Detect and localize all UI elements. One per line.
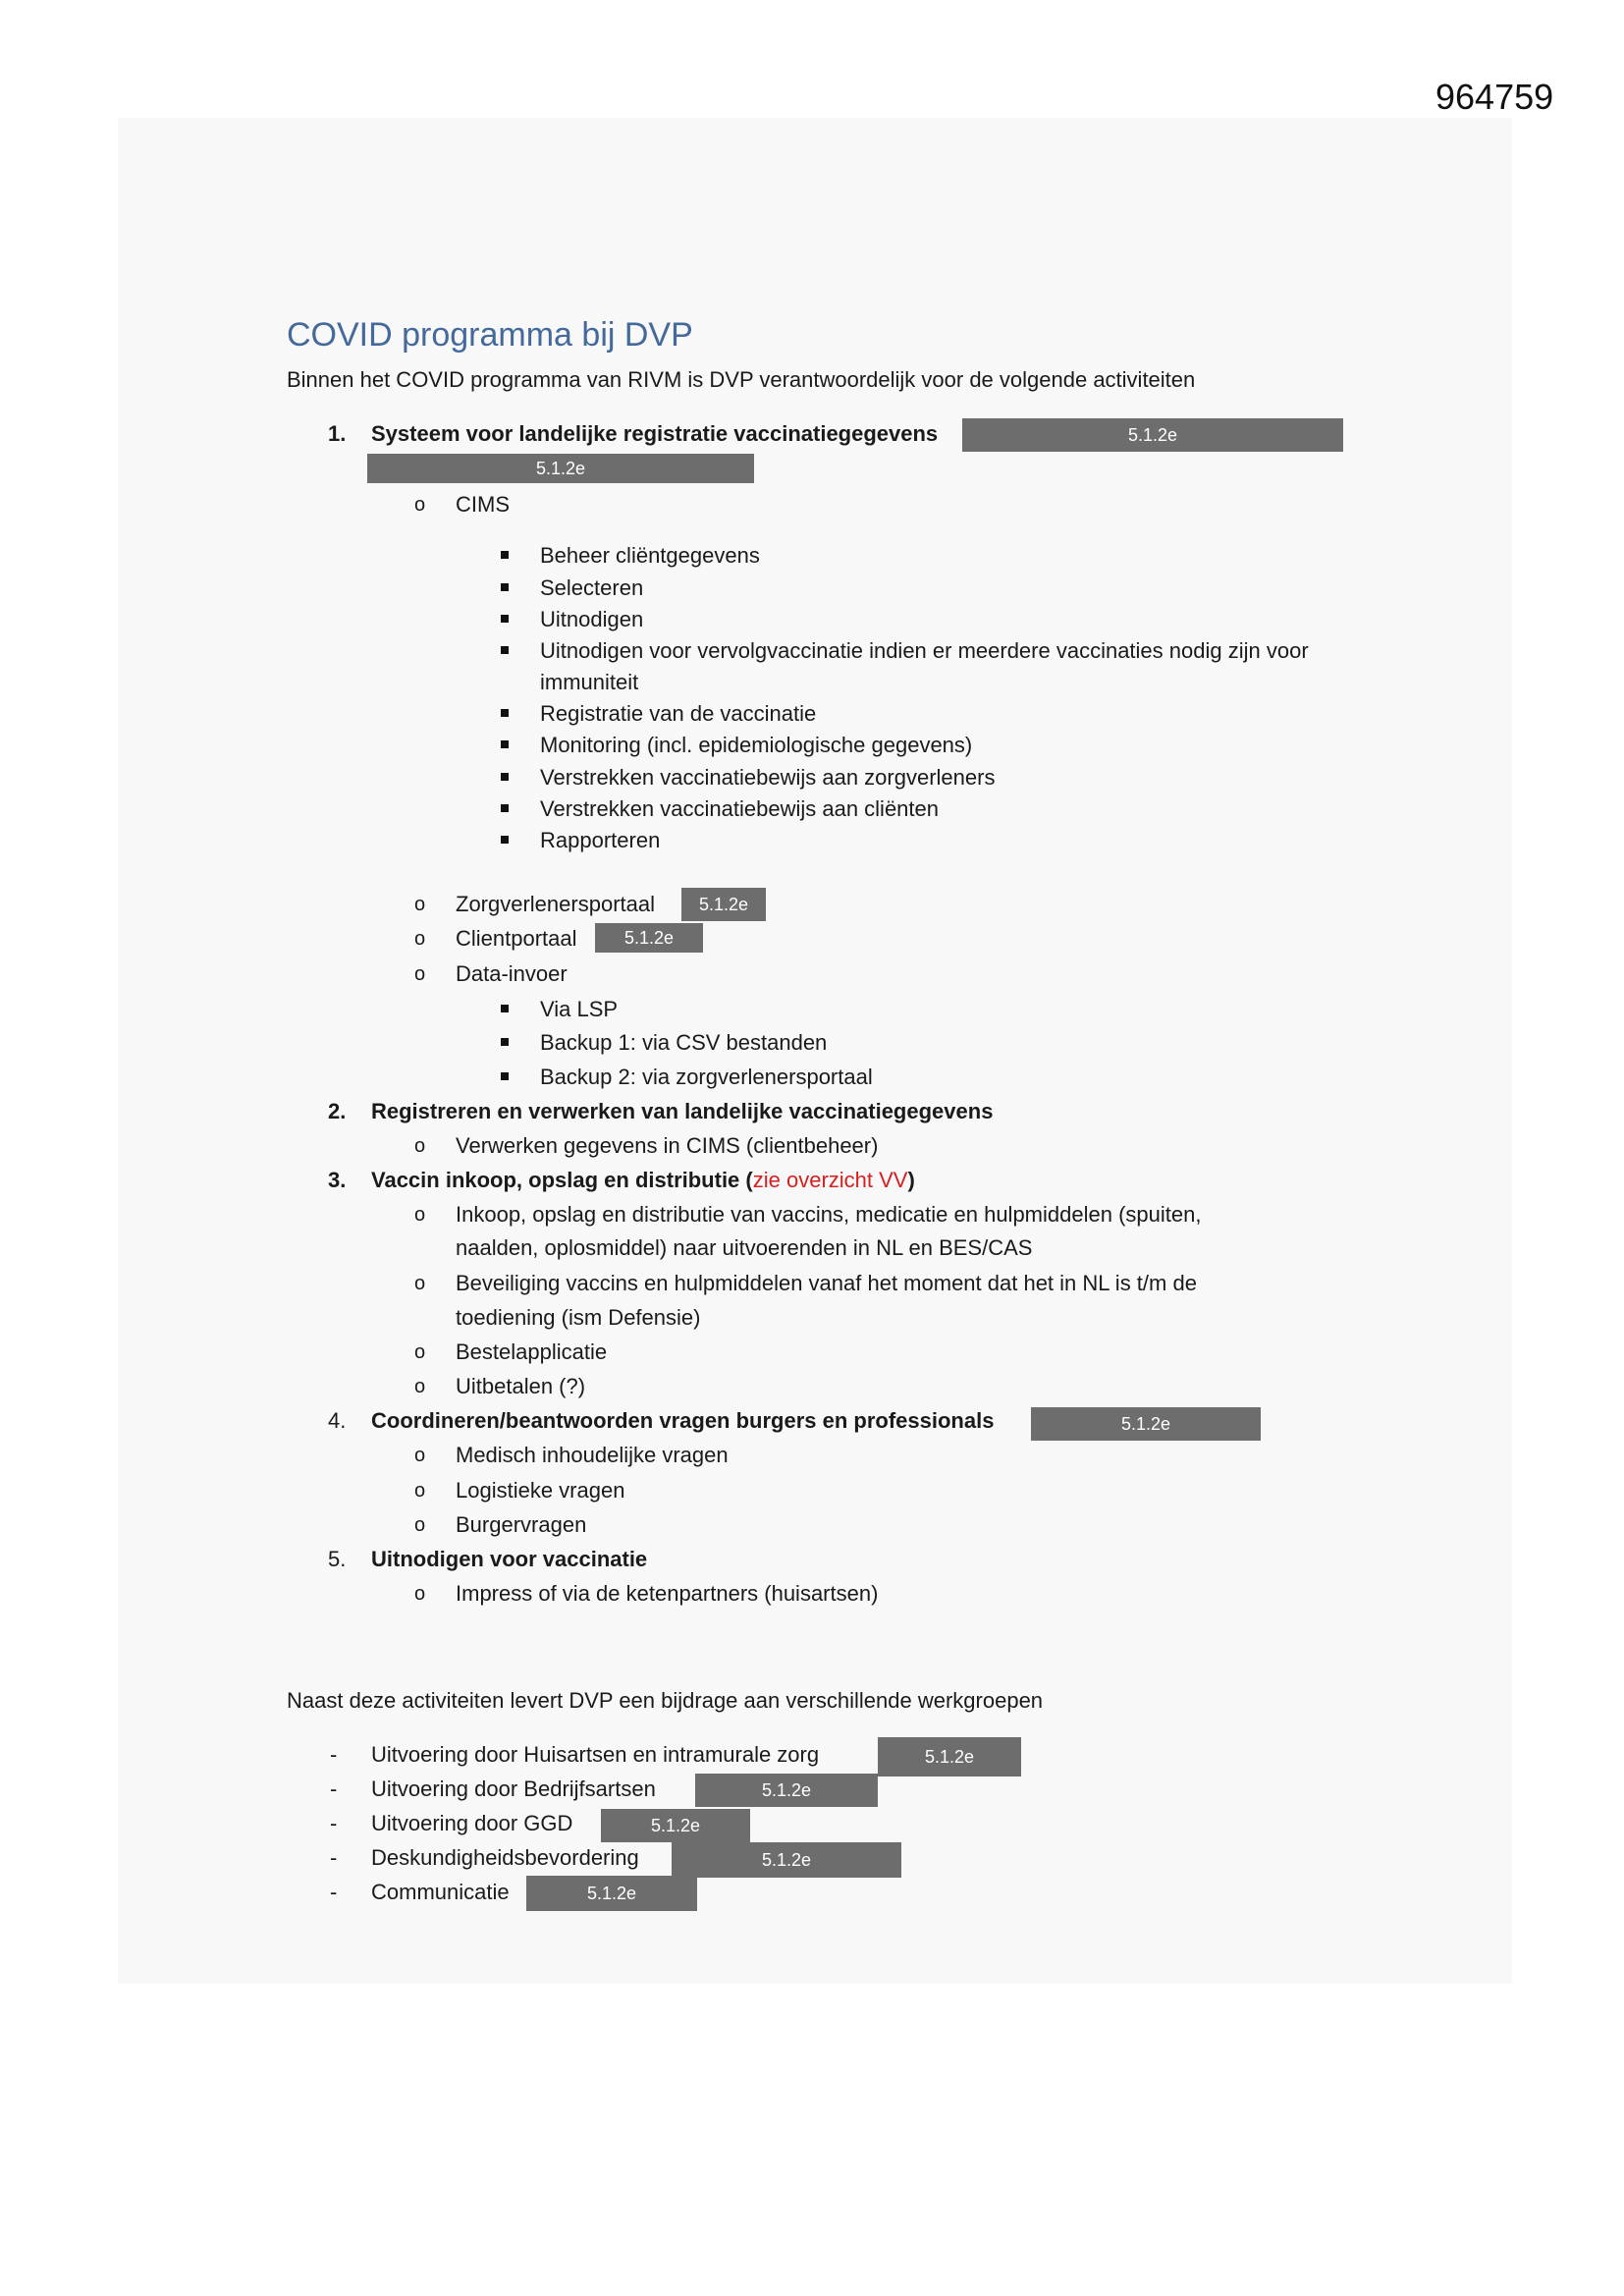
redaction-block: 5.1.2e <box>1031 1407 1261 1441</box>
square-bullet-icon <box>501 646 509 654</box>
sub-item: Logistieke vragen <box>456 1478 625 1503</box>
circle-bullet-icon: o <box>414 1273 426 1294</box>
circle-bullet-icon: o <box>414 1445 426 1466</box>
list-item: Uitnodigen <box>540 607 644 631</box>
square-bullet-icon <box>501 615 509 623</box>
redaction-block: 5.1.2e <box>695 1774 878 1807</box>
square-bullet-icon <box>501 836 509 844</box>
redaction-block: 5.1.2e <box>962 418 1343 452</box>
sub-item: CIMS <box>456 492 510 517</box>
overview-link[interactable]: zie overzicht VV <box>752 1168 908 1192</box>
list-item: Verstrekken vaccinatiebewijs aan zorgverleners <box>540 765 996 790</box>
sub-item-continuation: naalden, oplosmiddel) naar uitvoerenden in NL en BES/CAS <box>456 1235 1033 1260</box>
werkgroepen-intro: Naast deze activiteiten levert DVP een bijdrage aan verschillende werkgroepen <box>287 1688 1044 1713</box>
werkgroep-item: Uitvoering door Bedrijfsartsen <box>371 1777 656 1801</box>
document-number: 964759 <box>1435 77 1554 117</box>
item-heading: Coordineren/beantwoorden vragen burgers en professionals <box>371 1408 995 1433</box>
redaction-block: 5.1.2e <box>526 1876 697 1911</box>
circle-bullet-icon: o <box>414 963 426 985</box>
intro-text: Binnen het COVID programma van RIVM is DVP verantwoordelijk voor de volgende activiteiten <box>287 367 1196 392</box>
square-bullet-icon <box>501 740 509 748</box>
paren-open: ( <box>745 1168 753 1192</box>
circle-bullet-icon: o <box>414 1583 426 1605</box>
list-item: Beheer cliëntgegevens <box>540 543 760 568</box>
list-item: Rapporteren <box>540 828 661 852</box>
dash-bullet-icon: - <box>330 1777 338 1801</box>
sub-item: Zorgverlenersportaal <box>456 892 655 916</box>
redaction-block: 5.1.2e <box>672 1842 901 1878</box>
sub-item: Burgervragen <box>456 1512 587 1537</box>
square-bullet-icon <box>501 709 509 717</box>
sub-item: Data-invoer <box>456 961 568 986</box>
item-number: 3. <box>328 1168 347 1192</box>
redaction-block: 5.1.2e <box>367 454 754 483</box>
square-bullet-icon <box>501 804 509 812</box>
list-item-continuation: immuniteit <box>540 670 639 694</box>
list-item: Uitnodigen voor vervolgvaccinatie indien er meerdere vaccinaties nodig zijn voor <box>540 638 1309 663</box>
page-title: COVID programma bij DVP <box>287 316 693 354</box>
list-item: Registratie van de vaccinatie <box>540 701 817 726</box>
dash-bullet-icon: - <box>330 1742 338 1767</box>
item-number: 4. <box>328 1408 347 1433</box>
dash-bullet-icon: - <box>330 1845 338 1870</box>
circle-bullet-icon: o <box>414 1480 426 1502</box>
list-item: Verstrekken vaccinatiebewijs aan cliënten <box>540 796 940 821</box>
werkgroep-item: Uitvoering door GGD <box>371 1811 573 1835</box>
circle-bullet-icon: o <box>414 928 426 950</box>
item-number: 5. <box>328 1547 347 1571</box>
redaction-block: 5.1.2e <box>878 1737 1021 1777</box>
list-item: Monitoring (incl. epidemiologische gegevens) <box>540 733 973 757</box>
sub-item: Bestelapplicatie <box>456 1339 608 1364</box>
sub-item-continuation: toediening (ism Defensie) <box>456 1305 701 1330</box>
square-bullet-icon <box>501 1072 509 1080</box>
item-heading: Uitnodigen voor vaccinatie <box>371 1547 648 1571</box>
item-heading: Registreren en verwerken van landelijke vaccinatiegegevens <box>371 1099 994 1123</box>
dash-bullet-icon: - <box>330 1880 338 1904</box>
dash-bullet-icon: - <box>330 1811 338 1835</box>
redaction-block: 5.1.2e <box>601 1809 750 1842</box>
sub-item: Beveiliging vaccins en hulpmiddelen vanaf het moment dat het in NL is t/m de <box>456 1271 1197 1295</box>
item-number: 2. <box>328 1099 347 1123</box>
redaction-block: 5.1.2e <box>595 923 703 953</box>
square-bullet-icon <box>501 773 509 781</box>
list-item: Backup 1: via CSV bestanden <box>540 1030 828 1055</box>
circle-bullet-icon: o <box>414 1204 426 1226</box>
sub-item: Impress of via de ketenpartners (huisartsen) <box>456 1581 879 1606</box>
circle-bullet-icon: o <box>414 1135 426 1157</box>
item-heading: Systeem voor landelijke registratie vaccinatiegegevens <box>371 421 939 446</box>
circle-bullet-icon: o <box>414 1341 426 1363</box>
paren-close: ) <box>907 1168 915 1192</box>
sub-item: Inkoop, opslag en distributie van vaccins, medicatie en hulpmiddelen (spuiten, <box>456 1202 1202 1227</box>
item-heading <box>371 1165 915 1196</box>
item-number: 1. <box>328 421 347 446</box>
list-item: Selecteren <box>540 575 644 600</box>
circle-bullet-icon: o <box>414 1376 426 1397</box>
sub-item: Clientportaal <box>456 926 577 951</box>
square-bullet-icon <box>501 1038 509 1046</box>
sub-item: Uitbetalen (?) <box>456 1374 586 1398</box>
circle-bullet-icon: o <box>414 1514 426 1536</box>
werkgroep-item: Communicatie <box>371 1880 510 1904</box>
square-bullet-icon <box>501 583 509 591</box>
circle-bullet-icon: o <box>414 894 426 915</box>
list-item: Via LSP <box>540 997 619 1021</box>
redaction-block: 5.1.2e <box>681 888 766 921</box>
item-heading-text: Vaccin inkoop, opslag en distributie <box>371 1168 740 1192</box>
list-item: Backup 2: via zorgverlenersportaal <box>540 1065 873 1089</box>
werkgroep-item: Deskundigheidsbevordering <box>371 1845 639 1870</box>
circle-bullet-icon: o <box>414 494 426 516</box>
square-bullet-icon <box>501 551 509 559</box>
square-bullet-icon <box>501 1005 509 1012</box>
sub-item: Verwerken gegevens in CIMS (clientbeheer) <box>456 1133 879 1158</box>
werkgroep-item: Uitvoering door Huisartsen en intramurale zorg <box>371 1742 820 1767</box>
sub-item: Medisch inhoudelijke vragen <box>456 1443 729 1467</box>
